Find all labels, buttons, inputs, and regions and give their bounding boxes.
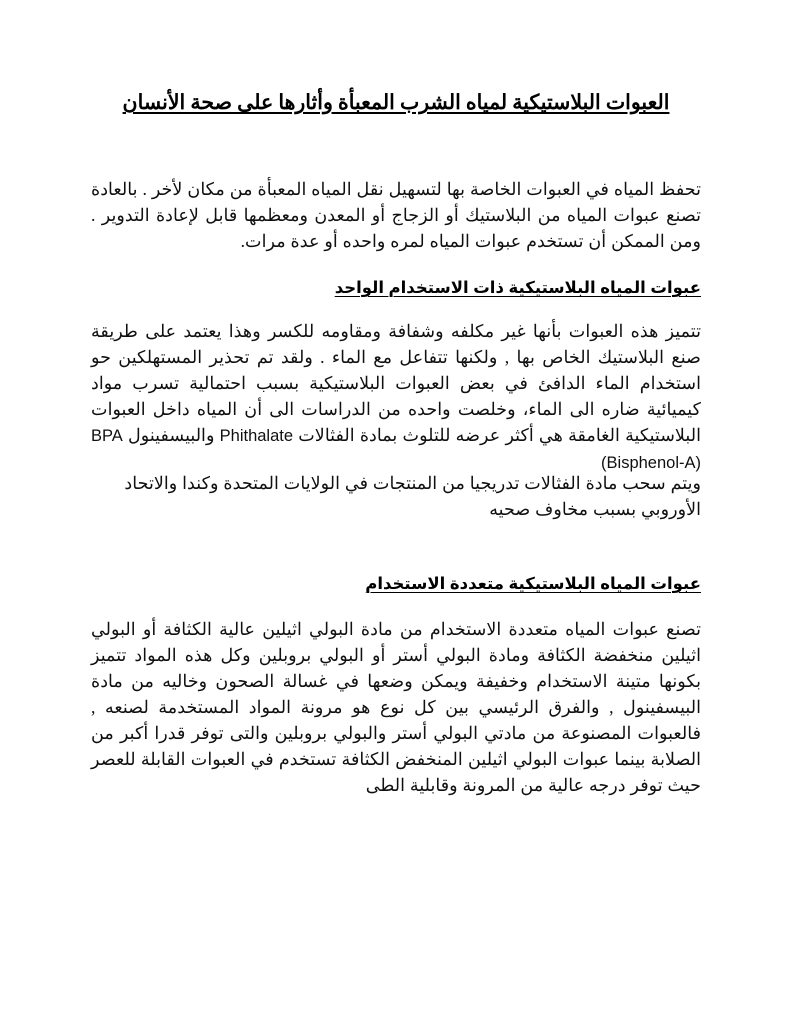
- paragraph-intro: تحفظ المياه في العبوات الخاصة بها لتسهيل نقل المياه المعبأة من مكان لأخر . بالعادة تصنع عبوات المياه من البلاستيك أو الزجاج أو المعدن ومعظمها قابل لإعادة التدوير . ومن الممكن أن تستخدم عبوات المياه لمره واحده أو عدة مرات.: [91, 179, 701, 251]
- term-bpa-bisphenol-a: BPA (Bisphenol-A): [91, 427, 701, 472]
- heading-single-use: [91, 276, 701, 300]
- paragraph-single-use-part2: والبيسفينول: [122, 425, 220, 445]
- paragraph-multi-use: تصنع عبوات المياه متعددة الاستخدام من مادة البولي اثيلين عالية الكثافة أو البولي اثيلين منخفضة الكثافة ومادة البولي أستر أو البولي بروبلين وكل هذه المواد تتميز بكونها متينة الاستخدام وخفيفة ويمكن وضعها في غسالة الصحون وخاليه من مادة البيسفينول , والفرق الرئيسي بين كل نوع هو مرونة المواد المستخدمة لصنعه , فالعبوات المصنوعة من مادتي البولي أستر والبولي بروبلين والتى توفر قدرا أكبر من الصلابة بينما عبوات البولي اثيلين المنخفض الكثافة تستخدم في العبوات القابلة للعصر حيث توفر درجه عالية من المرونة وقابلية الطى: [91, 619, 701, 795]
- heading-multi-use-text: عبوات المياه البلاستيكية متعددة الاستخدام: [365, 575, 701, 593]
- paragraph-single-use: [91, 318, 701, 476]
- page-title: [91, 89, 701, 117]
- term-phithalate: Phithalate: [219, 427, 294, 445]
- heading-single-use-text: عبوات المياه البلاستيكية ذات الاستخدام الواحد: [334, 279, 701, 297]
- paragraph-single-use-part1: تتميز هذه العبوات بأنها غير مكلفه وشفافة ومقاومه للكسر وهذا يعتمد على طريقة صنع البلاستيك الخاص بها , ولكنها تتفاعل مع الماء . ولقد تم تحذير المستهلكين حو استخدام الماء الدافئ في بعض العبوات البلاستيكية بسبب احتمالية تسرب مواد كيميائية ضاره الى الماء، وخلصت واحده من الدراسات الى أن المياه داخل العبوات البلاستيكية الغامقة هي أكثر عرضه للتلوث بمادة الفثالات: [91, 321, 701, 445]
- page-title-text: العبوات البلاستيكية لمياه الشرب المعبأة وأثارها على صحة الأنسان: [122, 92, 670, 114]
- paragraph-phthalate-withdrawal: ويتم سحب مادة الفثالات تدريجيا من المنتجات في الولايات المتحدة وكندا والاتحاد الأوروبي بسبب مخاوف صحيه: [124, 473, 701, 519]
- heading-multi-use: [91, 572, 701, 596]
